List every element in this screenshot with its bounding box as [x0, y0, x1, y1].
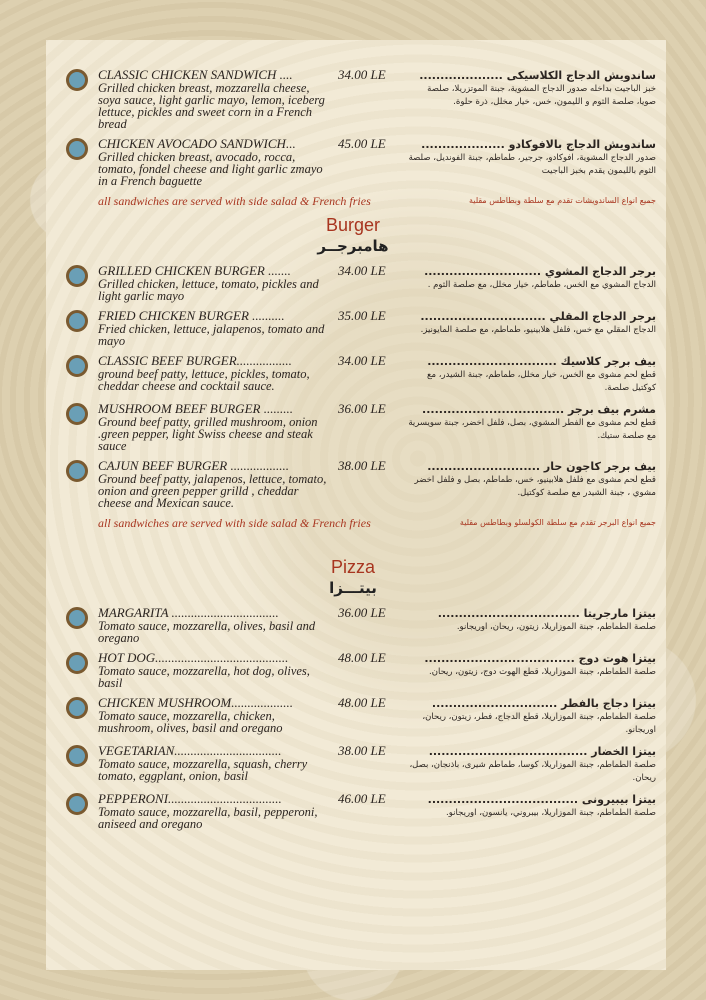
item-name-arabic: بيتزا مارجريتا ..................................: [437, 607, 656, 620]
item-arabic: [408, 137, 656, 178]
item-name-arabic: برجر الدجاج المشوي ............................: [424, 265, 656, 278]
item-english: [98, 68, 330, 130]
item-english: [98, 402, 330, 452]
item-price: 48.00 LE: [338, 695, 386, 710]
item-description-arabic: صلصة الطماطم، جبنة الموزاريلا، كوسا، طماطم شيرى، باذنجان، بصل، ريحان.: [409, 760, 656, 783]
menu-item: [0, 402, 706, 452]
menu-item: [0, 309, 706, 347]
item-description: Grilled chicken breast, mozzarella cheese, soya sauce, light garlic mayo, lemon, iceberg lettuce, pickles and sweet corn in a French bread: [98, 81, 325, 131]
item-description: Tomato sauce, mozzarella, hot dog, olives, basil: [98, 664, 310, 690]
section-title-pizza-arabic: بيتـــزا: [329, 579, 377, 597]
item-name: MUSHROOM BEEF BURGER .........: [98, 401, 293, 416]
section-title-pizza: Pizza: [330, 557, 375, 577]
item-arabic: [408, 354, 656, 395]
item-description-arabic: قطع لحم مشوى مع الفطر المشوي، بصل، فلفل اخضر، جبنة سويسرية مع صلصة ستيك.: [408, 418, 656, 441]
item-price: 45.00 LE: [338, 136, 386, 151]
item-description-arabic: قطع لحم مشوى مع الخس، خيار مخلل، طماطم، جبنة الشيدر، مع كوكتيل صلصة.: [427, 370, 656, 393]
item-badge-icon: [66, 745, 88, 767]
menu-item: [0, 651, 706, 689]
item-name: CLASSIC CHICKEN SANDWICH ....: [98, 67, 293, 82]
item-name: PEPPERONI...................................: [98, 791, 282, 806]
item-price: 48.00 LE: [338, 650, 386, 665]
item-price: 35.00 LE: [338, 308, 386, 323]
item-arabic: [408, 459, 656, 500]
item-price: 36.00 LE: [338, 401, 386, 416]
item-name: CHICKEN MUSHROOM...................: [98, 695, 293, 710]
item-english: [98, 696, 330, 734]
item-english: [98, 606, 330, 644]
item-name-arabic: ساندويش الدجاج الكلاسيكى ....................: [419, 69, 656, 82]
item-badge-icon: [66, 355, 88, 377]
item-english: [98, 792, 330, 830]
item-description: Ground beef patty, jalapenos, lettuce, tomato, onion and green pepper grilld , cheddar cheese and Mexican sauce.: [98, 472, 327, 510]
item-badge-icon: [66, 138, 88, 160]
item-description-arabic: قطع لحم مشوى مع فلفل هلابينيو، خس، طماطم، بصل و فلفل اخضر مشوي ، جبنة الشيدر مع صلصة كوكتيل.: [414, 475, 656, 498]
item-english: [98, 309, 330, 347]
section-title-burger: Burger: [325, 215, 381, 235]
item-description: Ground beef patty, grilled mushroom, onion .green pepper, light Swiss cheese and steak sauce: [98, 415, 318, 453]
sandwich-note-english: all sandwiches are served with side salad & French fries: [98, 194, 371, 208]
menu-item: [0, 264, 706, 302]
item-description: Grilled chicken, lettuce, tomato, pickles and light garlic mayo: [98, 277, 319, 303]
menu-item: [0, 744, 706, 785]
item-price: 34.00 LE: [338, 263, 386, 278]
item-arabic: [408, 309, 656, 337]
item-name: MARGARITA .................................: [98, 605, 279, 620]
burger-note-english: all sandwiches are served with side salad & French fries: [98, 516, 371, 530]
item-arabic: [408, 696, 656, 737]
burger-note: [0, 516, 706, 530]
item-description-arabic: صلصة الطماطم، جبنة الموزاريلا، قطع الدجاج، فطر، زيتون، ريحان، اوريجانو.: [422, 712, 656, 735]
item-name: CHICKEN AVOCADO SANDWICH...: [98, 136, 296, 151]
menu-item: [0, 137, 706, 187]
item-description: Tomato sauce, mozzarella, squash, cherry tomato, eggplant, onion, basil: [98, 757, 308, 783]
sandwich-note-arabic: جميع انواع الساندويشات تقدم مع سلطة وبطاطس مقلية: [469, 196, 656, 205]
item-arabic: [408, 744, 656, 785]
item-arabic: [408, 402, 656, 443]
item-name-arabic: بيف برجر كاجون حار ...........................: [427, 460, 656, 473]
item-description: Tomato sauce, mozzarella, chicken, mushroom, olives, basil and oregano: [98, 709, 283, 735]
item-badge-icon: [66, 69, 88, 91]
item-description-arabic: صلصة الطماطم، جبنة الموزاريلا، بيبروني، يانسون، اوريجانو.: [446, 808, 656, 818]
item-arabic: [408, 651, 656, 679]
item-arabic: [408, 606, 656, 634]
item-description-arabic: الدجاج المقلي مع خس، فلفل هلابينيو، طماطم، مع صلصة المايونيز.: [420, 325, 656, 335]
item-name-arabic: بيتزا هوت دوج ....................................: [424, 652, 656, 665]
item-name: HOT DOG.........................................: [98, 650, 289, 665]
item-name-arabic: بيف برجر كلاسيك ...............................: [427, 355, 656, 368]
menu-item: [0, 696, 706, 737]
menu-item: [0, 68, 706, 130]
item-english: [98, 651, 330, 689]
item-badge-icon: [66, 460, 88, 482]
item-name-arabic: بيتزا دجاج بالفطر ..............................: [431, 697, 656, 710]
item-name: CLASSIC BEEF BURGER.................: [98, 353, 292, 368]
item-description: Fried chicken, lettuce, jalapenos, tomato and mayo: [98, 322, 325, 348]
item-badge-icon: [66, 652, 88, 674]
item-name: FRIED CHICKEN BURGER ..........: [98, 308, 285, 323]
item-name: VEGETARIAN.................................: [98, 743, 282, 758]
item-arabic: [408, 264, 656, 292]
item-description: Grilled chicken breast, avocado, rocca, tomato, fondel cheese and light garlic zmayo in a French baguette: [98, 150, 323, 188]
item-arabic: [408, 792, 656, 820]
item-price: 38.00 LE: [338, 743, 386, 758]
menu-item: [0, 606, 706, 644]
menu-item: [0, 459, 706, 509]
item-english: [98, 354, 330, 392]
item-price: 34.00 LE: [338, 67, 386, 82]
burger-note-arabic: جميع انواع البرجر تقدم مع سلطة الكولسلو وبطاطس مقلية: [459, 518, 656, 527]
item-price: 36.00 LE: [338, 605, 386, 620]
item-badge-icon: [66, 607, 88, 629]
item-description: Tomato sauce, mozzarella, basil, pepperoni, aniseed and oregano: [98, 805, 318, 831]
item-arabic: [408, 68, 656, 109]
item-name: CAJUN BEEF BURGER ..................: [98, 458, 289, 473]
item-badge-icon: [66, 697, 88, 719]
menu-item: [0, 792, 706, 830]
item-badge-icon: [66, 310, 88, 332]
item-description-arabic: صلصة الطماطم، جبنة الموزاريلا، زيتون، ريحان، اوريجانو.: [456, 622, 656, 632]
item-name-arabic: برجر الدجاج المقلي ..............................: [420, 310, 656, 323]
item-name-arabic: ساندويش الدجاج بالافوكادو ....................: [421, 138, 656, 151]
item-english: [98, 264, 330, 302]
item-description-arabic: الدجاج المشوي مع الخس، طماطم، خيار مخلل، مع صلصة الثوم .: [427, 280, 656, 290]
item-english: [98, 459, 330, 509]
item-description: Tomato sauce, mozzarella, olives, basil and oregano: [98, 619, 316, 645]
item-badge-icon: [66, 793, 88, 815]
item-description: ground beef patty, lettuce, pickles, tomato, cheddar cheese and cocktail sauce.: [98, 367, 310, 393]
item-description-arabic: صلصة الطماطم، جبنة الموزاريلا، قطع الهوت دوج، زيتون، ريحان.: [429, 667, 656, 677]
item-name-arabic: بيتزا بيبيرونى ....................................: [427, 793, 656, 806]
item-price: 34.00 LE: [338, 353, 386, 368]
item-name-arabic: مشرم بيف برجر ..................................: [422, 403, 656, 416]
item-badge-icon: [66, 403, 88, 425]
sandwich-note: [0, 194, 706, 208]
item-name-arabic: بيتزا الخضار ......................................: [428, 745, 656, 758]
menu-item: [0, 354, 706, 395]
item-description-arabic: خبز الباجيت بداخله صدور الدجاج المشوية، جبنة الموتزريلا، صلصة صويا، صلصة الثوم و الليمون، خس، خيار مخلل، ذرة حلوة.: [427, 84, 656, 107]
item-name: GRILLED CHICKEN BURGER .......: [98, 263, 291, 278]
item-english: [98, 137, 330, 187]
item-price: 38.00 LE: [338, 458, 386, 473]
item-description-arabic: صدور الدجاج المشوية، افوكادو، جرجير، طماطم، جبنة الفونديل، صلصة الثوم بالليمون يقدم بخبز الباجيت: [408, 153, 656, 176]
item-badge-icon: [66, 265, 88, 287]
item-english: [98, 744, 330, 782]
item-price: 46.00 LE: [338, 791, 386, 806]
section-title-burger-arabic: هامبرجــر: [317, 237, 389, 255]
